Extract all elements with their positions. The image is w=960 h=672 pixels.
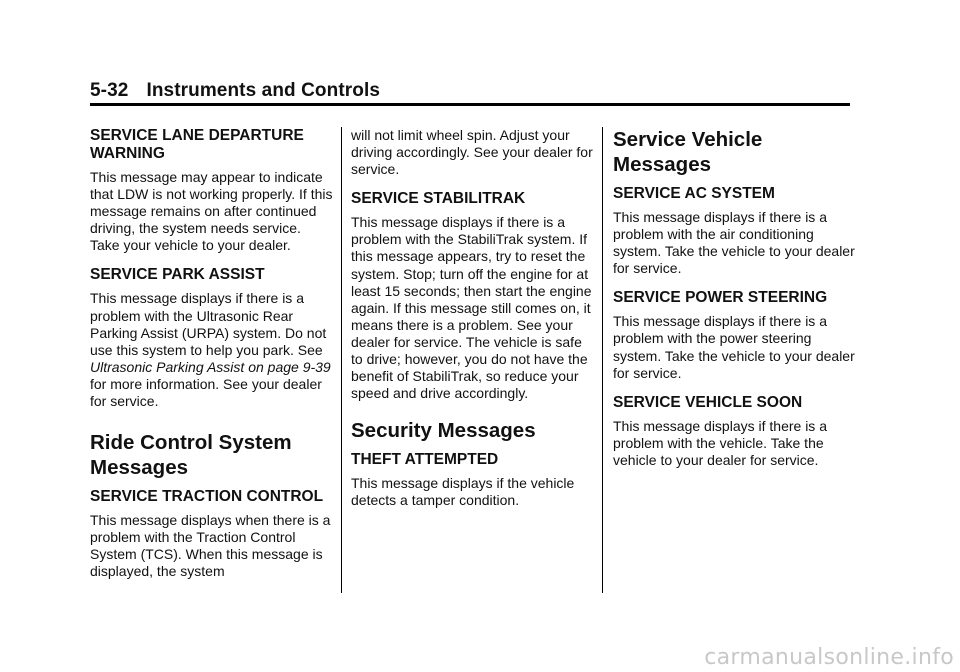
header-text — [90, 80, 850, 102]
paragraph-traction-continued: will not limit wheel spin. Adjust your driving accordingly. See your dealer for service. — [351, 127, 593, 178]
paragraph-park-assist — [90, 290, 334, 410]
column-divider — [602, 127, 603, 593]
paragraph-stabilitrak: This message displays if there is a problem with the StabiliTrak system. If this message appears, try to reset the system. Stop; turn off the engine for at least 15 seconds; then start the engine again. If this message still comes on, it means there is a problem. See your dealer for service. The vehicle is safe to drive; however, you do not have the benefit of StabiliTrak, so reduce your speed and drive accordingly. — [351, 214, 592, 402]
column-divider — [341, 127, 342, 593]
heading-service-vehicle-messages: Service Vehicle Messages — [613, 128, 763, 176]
section-title: Instruments and Controls — [146, 80, 381, 101]
paragraph-ac-system: This message displays if there is a problem with the air conditioning system. Take the vehicle to your dealer for service. — [613, 209, 855, 277]
heading-service-ac-system: SERVICE AC SYSTEM — [613, 185, 775, 202]
cross-reference-link[interactable]: Ultrasonic Parking Assist on page 9-39 — [90, 358, 331, 375]
watermark: carmanualsonline.info — [704, 645, 954, 670]
paragraph-lane-departure: This message may appear to indicate that LDW is not working properly. If this message remains on after continued driving, the system needs service. Take your vehicle to your dealer. — [90, 169, 333, 254]
page-header — [90, 80, 850, 102]
heading-service-power-steering: SERVICE POWER STEERING — [613, 289, 828, 307]
heading-service-traction-control: SERVICE TRACTION CONTROL — [90, 488, 324, 506]
paragraph-vehicle-soon: This message displays if there is a problem with the vehicle. Take the vehicle to your dealer for service. — [613, 417, 827, 468]
header-rule — [90, 103, 850, 106]
heading-security-messages: Security Messages — [351, 419, 536, 443]
column-left — [90, 127, 334, 593]
text: for more information. See your dealer for service. — [90, 375, 322, 410]
heading-service-lane-departure: SERVICE LANE DEPARTURE WARNING — [90, 127, 304, 162]
page-number: 5-32 — [90, 80, 129, 101]
column-middle — [351, 127, 595, 522]
heading-service-vehicle-soon: SERVICE VEHICLE SOON — [613, 393, 803, 411]
text: This message displays if there is a problem with the Ultrasonic Rear Parking Assist (URPA) system. Do not use this system to help you park. See — [90, 290, 327, 358]
column-right — [613, 127, 857, 481]
heading-theft-attempted: THEFT ATTEMPTED — [351, 451, 499, 469]
paragraph-theft-attempted: This message displays if the vehicle detects a tamper condition. — [351, 475, 575, 509]
heading-service-park-assist: SERVICE PARK ASSIST — [90, 266, 265, 284]
heading-service-stabilitrak: SERVICE STABILITRAK — [351, 190, 526, 208]
paragraph-power-steering: This message displays if there is a problem with the power steering system. Take the vehicle to your dealer for service. — [613, 313, 855, 381]
paragraph-traction-control: This message displays when there is a problem with the Traction Control System (TCS). When this message is displayed, the system — [90, 512, 331, 580]
heading-ride-control-messages: Ride Control System Messages — [90, 431, 292, 480]
